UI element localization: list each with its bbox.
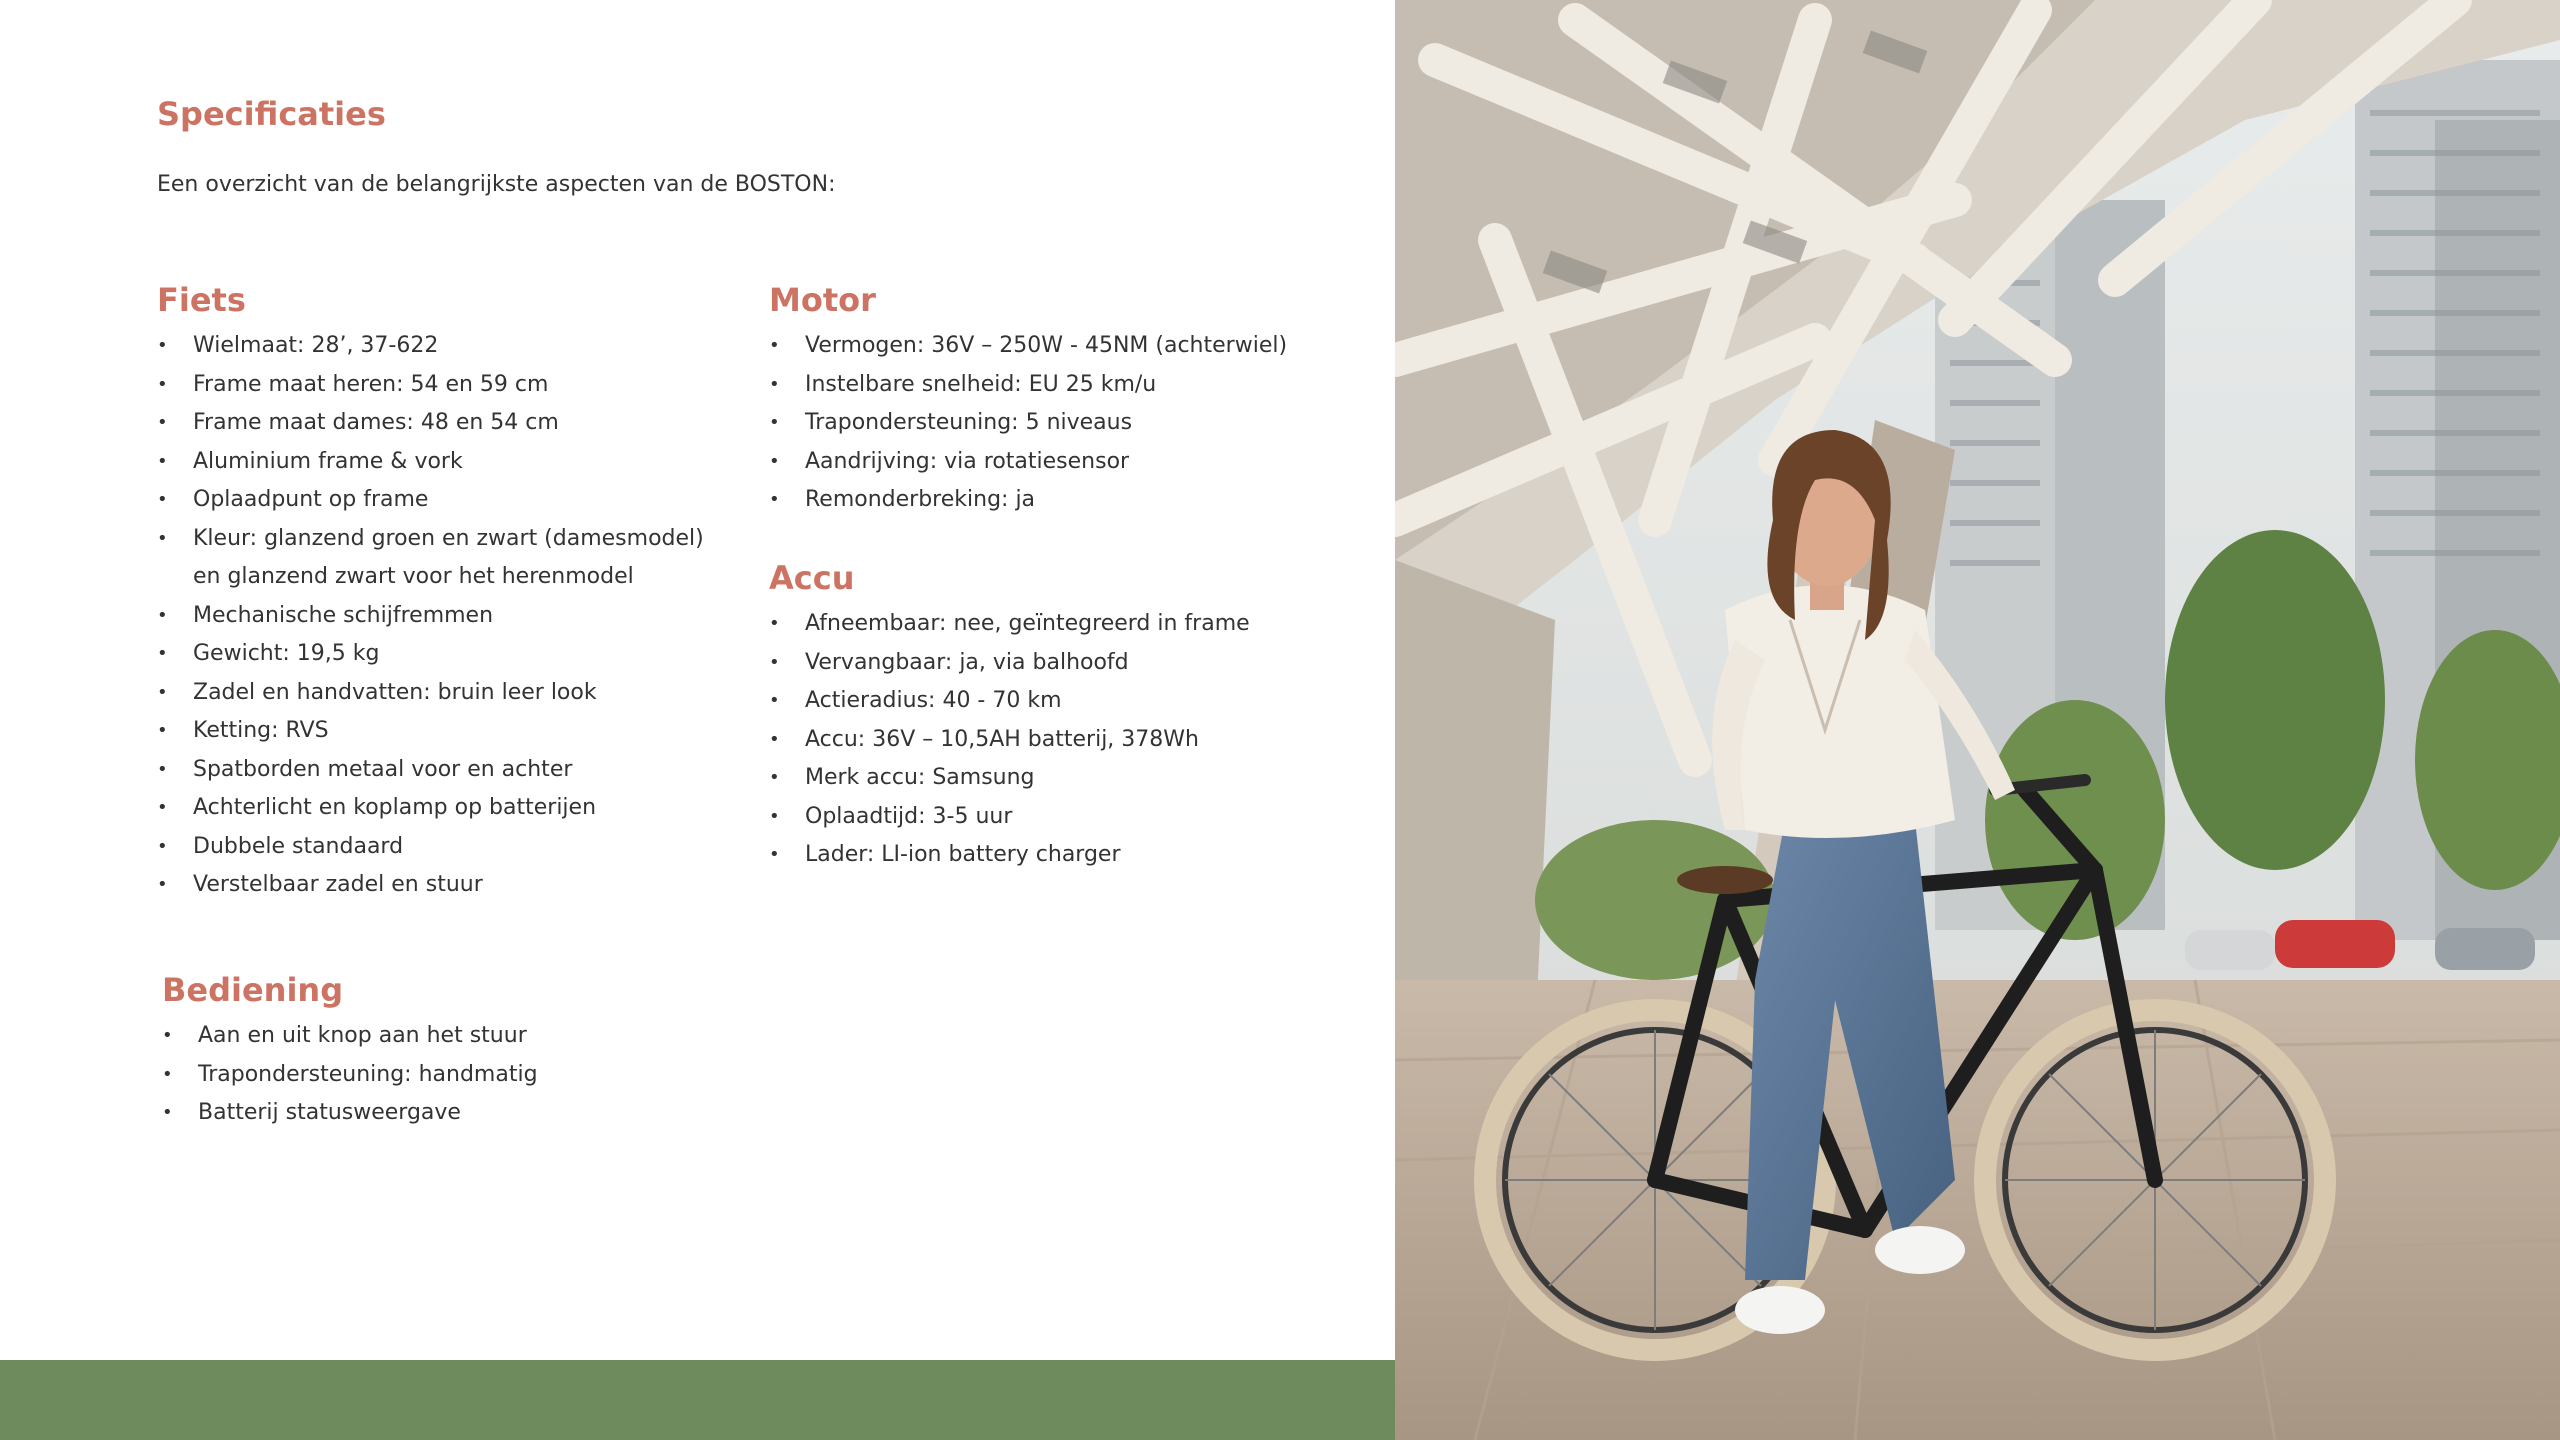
list-item: • Vervangbaar: ja, via balhoofd: [769, 644, 1250, 683]
spec-list-motor: [769, 327, 1287, 520]
list-item: • Dubbele standaard: [157, 828, 704, 867]
bullet-icon: •: [769, 767, 780, 788]
bullet-icon: •: [157, 758, 168, 780]
list-item: • Oplaadtijd: 3-5 uur: [769, 798, 1250, 837]
bullet-icon: •: [769, 335, 780, 356]
section-accu: [769, 557, 1250, 875]
spec-list-accu: [769, 605, 1250, 875]
bullet-icon: •: [157, 450, 168, 472]
list-item: • Zadel en handvatten: bruin leer look: [157, 674, 704, 713]
list-item: • Ketting: RVS: [157, 712, 704, 751]
bullet-icon: •: [157, 720, 168, 741]
bullet-icon: •: [157, 681, 168, 703]
list-item: • Aandrijving: via rotatiesensor: [769, 443, 1287, 482]
intro-text: Een overzicht van de belangrijkste aspecten van de BOSTON:: [157, 172, 836, 197]
list-item: • Oplaadpunt op frame: [157, 481, 704, 520]
section-heading-bediening: Bediening: [162, 971, 344, 1009]
bullet-icon: •: [769, 373, 780, 395]
list-item: • Frame maat dames: 48 en 54 cm: [157, 404, 704, 443]
bullet-icon: •: [769, 613, 780, 634]
bullet-icon: •: [157, 604, 168, 626]
bullet-icon: •: [769, 489, 780, 510]
list-item: • Lader: LI-ion battery charger: [769, 836, 1250, 875]
bullet-icon: •: [769, 844, 780, 865]
list-item: • Mechanische schijfremmen: [157, 597, 704, 636]
bullet-icon: •: [769, 412, 780, 433]
list-item: • Aan en uit knop aan het stuur: [162, 1017, 538, 1056]
list-item: • Trapondersteuning: handmatig: [162, 1056, 538, 1095]
section-motor: [769, 279, 1287, 520]
list-item: • Vermogen: 36V – 250W - 45NM (achterwiel): [769, 327, 1287, 366]
list-item: • Instelbare snelheid: EU 25 km/u: [769, 366, 1287, 405]
list-item: • Kleur: glanzend groen en zwart (damesmodel): [157, 520, 704, 559]
list-item: • Remonderbreking: ja: [769, 481, 1287, 520]
section-bediening: [162, 969, 538, 1133]
spec-list-fiets: [157, 327, 704, 905]
bullet-icon: •: [769, 690, 780, 711]
list-item: • Merk accu: Samsung: [769, 759, 1250, 798]
page-title: Specificaties: [157, 95, 386, 133]
list-item: • Frame maat heren: 54 en 59 cm: [157, 366, 704, 405]
section-heading-accu: Accu: [769, 559, 855, 597]
bullet-icon: •: [157, 489, 168, 510]
list-item: • Batterij statusweergave: [162, 1094, 538, 1133]
section-fiets: [157, 279, 704, 905]
list-item: • Achterlicht en koplamp op batterijen: [157, 789, 704, 828]
bullet-icon: •: [157, 335, 168, 356]
product-photo: [1395, 0, 2560, 1440]
list-item: • Actieradius: 40 - 70 km: [769, 682, 1250, 721]
list-item-continuation: en glanzend zwart voor het herenmodel: [193, 564, 634, 589]
list-item: • Verstelbaar zadel en stuur: [157, 866, 704, 905]
photo-illustration: [1395, 0, 2560, 1440]
bullet-icon: •: [157, 797, 168, 818]
bullet-icon: •: [769, 805, 780, 827]
bullet-icon: •: [157, 835, 168, 857]
footer-bar: [0, 1360, 1395, 1440]
list-item: • Gewicht: 19,5 kg: [157, 635, 704, 674]
section-heading-fiets: Fiets: [157, 281, 246, 319]
bullet-icon: •: [769, 728, 780, 750]
list-item: • Aluminium frame & vork: [157, 443, 704, 482]
bullet-icon: •: [157, 412, 168, 433]
list-item: • Spatborden metaal voor en achter: [157, 751, 704, 790]
list-item: • Accu: 36V – 10,5AH batterij, 378Wh: [769, 721, 1250, 760]
bullet-icon: •: [769, 651, 780, 673]
bullet-icon: •: [162, 1102, 173, 1123]
bullet-icon: •: [157, 373, 168, 395]
list-item: • Afneembaar: nee, geïntegreerd in frame: [769, 605, 1250, 644]
bullet-icon: •: [162, 1063, 173, 1085]
bullet-icon: •: [157, 874, 168, 895]
section-heading-motor: Motor: [769, 281, 876, 319]
bullet-icon: •: [769, 450, 780, 472]
bullet-icon: •: [162, 1025, 173, 1046]
bullet-icon: •: [157, 527, 168, 549]
bullet-icon: •: [157, 643, 168, 664]
list-item: • Trapondersteuning: 5 niveaus: [769, 404, 1287, 443]
spec-list-bediening: [162, 1017, 538, 1133]
list-item: • Wielmaat: 28’, 37-622: [157, 327, 704, 366]
